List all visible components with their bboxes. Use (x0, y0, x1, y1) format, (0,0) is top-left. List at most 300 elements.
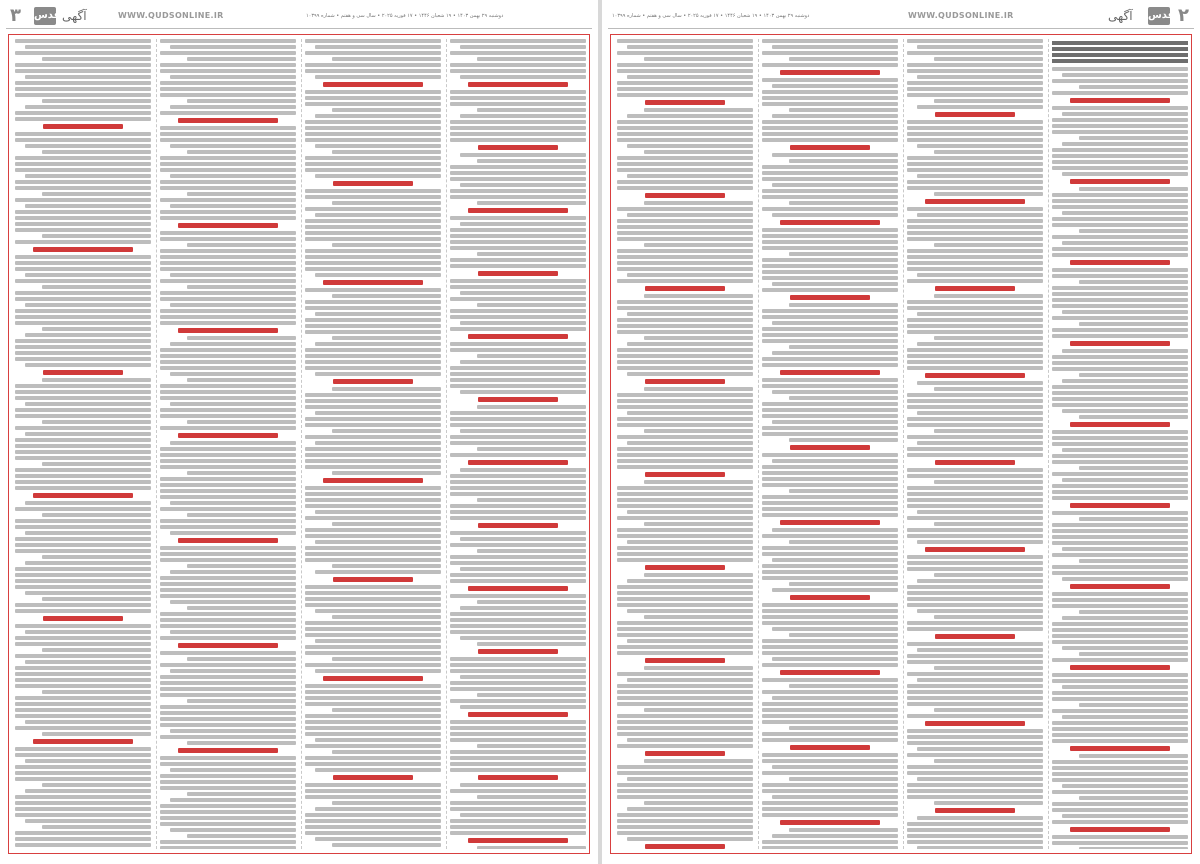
text-line (187, 792, 296, 796)
text-line (25, 630, 151, 634)
text-line (460, 675, 586, 679)
text-line (15, 444, 151, 448)
text-line (25, 720, 151, 724)
text-line (460, 537, 586, 541)
text-line (305, 69, 441, 73)
text-line (160, 51, 296, 55)
text-line (450, 315, 586, 319)
text-line (315, 372, 441, 376)
text-line (15, 507, 151, 511)
text-line (617, 354, 753, 358)
text-line (315, 639, 441, 643)
text-line (450, 216, 586, 220)
text-line (160, 81, 296, 85)
text-line (762, 609, 898, 613)
text-line (762, 138, 898, 142)
text-line (627, 579, 753, 583)
text-line (772, 558, 898, 562)
text-line (450, 102, 586, 106)
column (303, 39, 443, 849)
text-line (907, 789, 1043, 793)
website-url: WWW.QUDSONLINE.IR (118, 11, 224, 20)
text-line (160, 552, 296, 556)
text-line (332, 387, 441, 391)
text-line (15, 180, 151, 184)
text-line (1052, 496, 1188, 500)
plot-heading (925, 199, 1025, 204)
text-line (617, 168, 753, 172)
text-line (907, 783, 1043, 787)
text-line (907, 366, 1043, 370)
text-line (450, 246, 586, 250)
text-line (460, 45, 586, 49)
text-line (762, 177, 898, 181)
text-line (305, 51, 441, 55)
text-line (305, 714, 441, 718)
text-line (907, 237, 1043, 241)
text-line (15, 315, 151, 319)
text-line (907, 840, 1043, 844)
text-line (332, 615, 441, 619)
plot-heading (1070, 746, 1170, 751)
text-line (15, 777, 151, 781)
text-line (187, 699, 296, 703)
text-line (305, 168, 441, 172)
text-line (450, 366, 586, 370)
text-line (170, 798, 296, 802)
text-line (617, 591, 753, 595)
text-line (1079, 652, 1188, 656)
text-line (332, 336, 441, 340)
text-line (934, 615, 1043, 619)
text-line (315, 45, 441, 49)
text-line (332, 564, 441, 568)
text-line (187, 243, 296, 247)
text-line (15, 747, 151, 751)
text-line (305, 354, 441, 358)
text-line (25, 174, 151, 178)
text-line (917, 510, 1043, 514)
text-line (617, 51, 753, 55)
text-line (617, 162, 753, 166)
text-line (160, 846, 296, 849)
plot-heading (790, 145, 870, 150)
text-line (477, 498, 586, 502)
text-line (160, 693, 296, 697)
text-line (450, 612, 586, 616)
text-line (160, 594, 296, 598)
text-line (460, 360, 586, 364)
text-line (450, 531, 586, 535)
text-line (315, 441, 441, 445)
text-line (332, 843, 441, 847)
text-line (160, 138, 296, 142)
text-line (15, 666, 151, 670)
text-line (450, 486, 586, 490)
text-line (15, 801, 151, 805)
text-line (762, 78, 898, 82)
text-line (762, 570, 898, 574)
text-line (772, 696, 898, 700)
text-line (450, 384, 586, 388)
text-line (305, 219, 441, 223)
text-line (907, 447, 1043, 451)
text-line (917, 342, 1043, 346)
text-line (305, 120, 441, 124)
plot-heading (645, 100, 725, 105)
text-line (617, 219, 753, 223)
text-line (160, 711, 296, 715)
text-line (305, 459, 441, 463)
text-line (617, 360, 753, 364)
text-line (15, 390, 151, 394)
text-line (1079, 559, 1188, 563)
text-line (305, 603, 441, 607)
text-line (917, 45, 1043, 49)
text-line (907, 207, 1043, 211)
text-line (1052, 334, 1188, 338)
text-line (1052, 154, 1188, 158)
text-line (450, 474, 586, 478)
text-line (170, 273, 296, 277)
text-line (450, 819, 586, 823)
text-line (934, 801, 1043, 805)
text-line (907, 729, 1043, 733)
text-line (907, 126, 1043, 130)
text-line (762, 327, 898, 331)
text-line (1052, 841, 1188, 845)
text-line (772, 795, 898, 799)
text-line (332, 57, 441, 61)
text-line (1052, 160, 1188, 164)
text-line (160, 465, 296, 469)
plot-heading (468, 460, 568, 465)
text-line (450, 726, 586, 730)
text-line (1052, 430, 1188, 434)
text-line (907, 324, 1043, 328)
plot-heading (645, 658, 725, 663)
text-line (305, 558, 441, 562)
text-line (305, 504, 441, 508)
text-line (907, 330, 1043, 334)
plot-heading (468, 838, 568, 843)
text-line (617, 180, 753, 184)
text-line (477, 159, 586, 163)
text-line (617, 825, 753, 829)
text-line (160, 804, 296, 808)
text-line (305, 720, 441, 724)
text-line (477, 600, 586, 604)
text-line (789, 303, 898, 307)
text-line (450, 189, 586, 193)
text-line (617, 633, 753, 637)
text-line (627, 777, 753, 781)
text-line (1052, 397, 1188, 401)
text-line (762, 39, 898, 43)
text-line (15, 168, 151, 172)
text-line (907, 714, 1043, 718)
text-line (907, 753, 1043, 757)
text-line (627, 609, 753, 613)
text-line (617, 186, 753, 190)
text-line (617, 558, 753, 562)
text-line (789, 159, 898, 163)
text-line (450, 669, 586, 673)
text-line (1062, 73, 1188, 77)
text-line (617, 423, 753, 427)
text-line (617, 39, 753, 43)
text-line (305, 789, 441, 793)
text-line (450, 285, 586, 289)
text-line (15, 414, 151, 418)
text-line (617, 546, 753, 550)
text-line (1062, 715, 1188, 719)
plot-heading (1070, 341, 1170, 346)
text-line (15, 684, 151, 688)
text-line (305, 528, 441, 532)
text-line (315, 213, 441, 217)
text-line (762, 690, 898, 694)
text-line (160, 315, 296, 319)
text-line (934, 99, 1043, 103)
text-line (907, 771, 1043, 775)
text-line (305, 393, 441, 397)
text-line (617, 732, 753, 736)
text-line (305, 132, 441, 136)
plot-heading (645, 472, 725, 477)
text-line (907, 492, 1043, 496)
text-line (762, 309, 898, 313)
plot-heading (478, 397, 558, 402)
text-line (907, 834, 1043, 838)
page-left (0, 0, 598, 864)
text-line (1052, 766, 1188, 770)
plot-heading (1070, 179, 1170, 184)
text-line (305, 813, 441, 817)
text-line (42, 555, 151, 559)
text-line (772, 588, 898, 592)
text-line (332, 429, 441, 433)
text-line (617, 552, 753, 556)
text-line (907, 468, 1043, 472)
text-line (460, 183, 586, 187)
text-line (1052, 472, 1188, 476)
column-divider (1048, 39, 1049, 849)
text-line (450, 342, 586, 346)
text-line (305, 756, 441, 760)
text-line (907, 423, 1043, 427)
text-line (762, 477, 898, 481)
text-line (42, 327, 151, 331)
text-line (617, 63, 753, 67)
text-line (160, 210, 296, 214)
text-line (644, 243, 753, 247)
text-line (160, 636, 296, 640)
text-line (450, 132, 586, 136)
ads-body-left (8, 34, 590, 854)
text-line (762, 288, 898, 292)
plot-heading (645, 751, 725, 756)
text-line (170, 204, 296, 208)
text-line (627, 75, 753, 79)
text-line (917, 381, 1043, 385)
text-line (617, 231, 753, 235)
text-line (762, 207, 898, 211)
text-line (160, 558, 296, 562)
text-line (907, 168, 1043, 172)
text-line (305, 534, 441, 538)
text-line (627, 639, 753, 643)
text-line (450, 423, 586, 427)
text-line (762, 663, 898, 667)
text-line (617, 831, 753, 835)
plot-heading (33, 739, 133, 744)
text-line (617, 330, 753, 334)
plot-heading (790, 445, 870, 450)
text-line (15, 603, 151, 607)
text-line (315, 669, 441, 673)
text-line (305, 585, 441, 589)
text-line (917, 213, 1043, 217)
column-divider (301, 39, 302, 849)
text-line (1079, 610, 1188, 614)
text-line (762, 708, 898, 712)
text-line (160, 489, 296, 493)
text-line (907, 486, 1043, 490)
text-line (25, 303, 151, 307)
text-line (450, 90, 586, 94)
text-line (1052, 835, 1188, 839)
text-line (305, 627, 441, 631)
text-line (917, 816, 1043, 820)
text-line (1052, 91, 1188, 95)
text-line (160, 162, 296, 166)
text-line (160, 735, 296, 739)
text-line (450, 39, 586, 43)
text-line (450, 516, 586, 520)
text-line (617, 393, 753, 397)
text-line (617, 744, 753, 748)
text-line (1052, 628, 1188, 632)
text-line (617, 237, 753, 241)
plot-heading (1070, 260, 1170, 265)
text-line (627, 837, 753, 841)
text-line (762, 495, 898, 499)
text-line (187, 741, 296, 745)
page-number: ۲ (1178, 5, 1189, 26)
newspaper-logo: قدس (34, 7, 56, 25)
text-line (305, 465, 441, 469)
text-line (15, 696, 151, 700)
text-line (15, 765, 151, 769)
text-line (772, 351, 898, 355)
text-line (762, 126, 898, 130)
text-line (1079, 415, 1188, 419)
text-line (1052, 490, 1188, 494)
plot-heading (178, 433, 278, 438)
text-line (477, 108, 586, 112)
text-line (450, 411, 586, 415)
text-line (450, 264, 586, 268)
text-line (1052, 235, 1188, 239)
text-line (1052, 727, 1188, 731)
text-line (1052, 802, 1188, 806)
text-line (305, 207, 441, 211)
text-line (907, 300, 1043, 304)
plot-heading (1070, 827, 1170, 832)
text-line (617, 516, 753, 520)
text-line (25, 45, 151, 49)
text-line (1052, 385, 1188, 389)
text-line (762, 501, 898, 505)
text-line (617, 720, 753, 724)
text-line (160, 291, 296, 295)
text-line (15, 93, 151, 97)
text-line (477, 795, 586, 799)
text-line (305, 783, 441, 787)
text-line (160, 198, 296, 202)
text-line (305, 546, 441, 550)
text-line (160, 366, 296, 370)
text-line (772, 657, 898, 661)
text-line (160, 237, 296, 241)
column (615, 39, 755, 849)
text-line (1062, 241, 1188, 245)
text-line (907, 702, 1043, 706)
text-line (1052, 820, 1188, 824)
text-line (170, 75, 296, 79)
text-line (332, 294, 441, 298)
text-line (160, 231, 296, 235)
text-line (305, 597, 441, 601)
text-line (42, 597, 151, 601)
text-line (907, 765, 1043, 769)
text-line (305, 645, 441, 649)
text-line (1052, 361, 1188, 365)
text-line (315, 570, 441, 574)
column-divider (156, 39, 157, 849)
text-line (907, 81, 1043, 85)
section-title: آگهی (1108, 9, 1133, 23)
text-line (617, 819, 753, 823)
text-line (907, 435, 1043, 439)
text-line (315, 837, 441, 841)
text-line (187, 378, 296, 382)
text-line (617, 621, 753, 625)
text-line (644, 759, 753, 763)
text-line (160, 408, 296, 412)
text-line (762, 51, 898, 55)
text-line (15, 549, 151, 553)
text-line (460, 705, 586, 709)
text-line (1062, 112, 1188, 116)
text-line (15, 450, 151, 454)
text-line (1052, 484, 1188, 488)
text-line (160, 156, 296, 160)
plot-heading (478, 775, 558, 780)
text-line (25, 144, 151, 148)
text-line (627, 312, 753, 316)
text-line (170, 441, 296, 445)
text-line (627, 114, 753, 118)
text-line (644, 387, 753, 391)
text-line (1079, 517, 1188, 521)
text-line (617, 603, 753, 607)
text-line (762, 378, 898, 382)
plot-heading (645, 193, 725, 198)
text-line (907, 453, 1043, 457)
text-line (450, 762, 586, 766)
